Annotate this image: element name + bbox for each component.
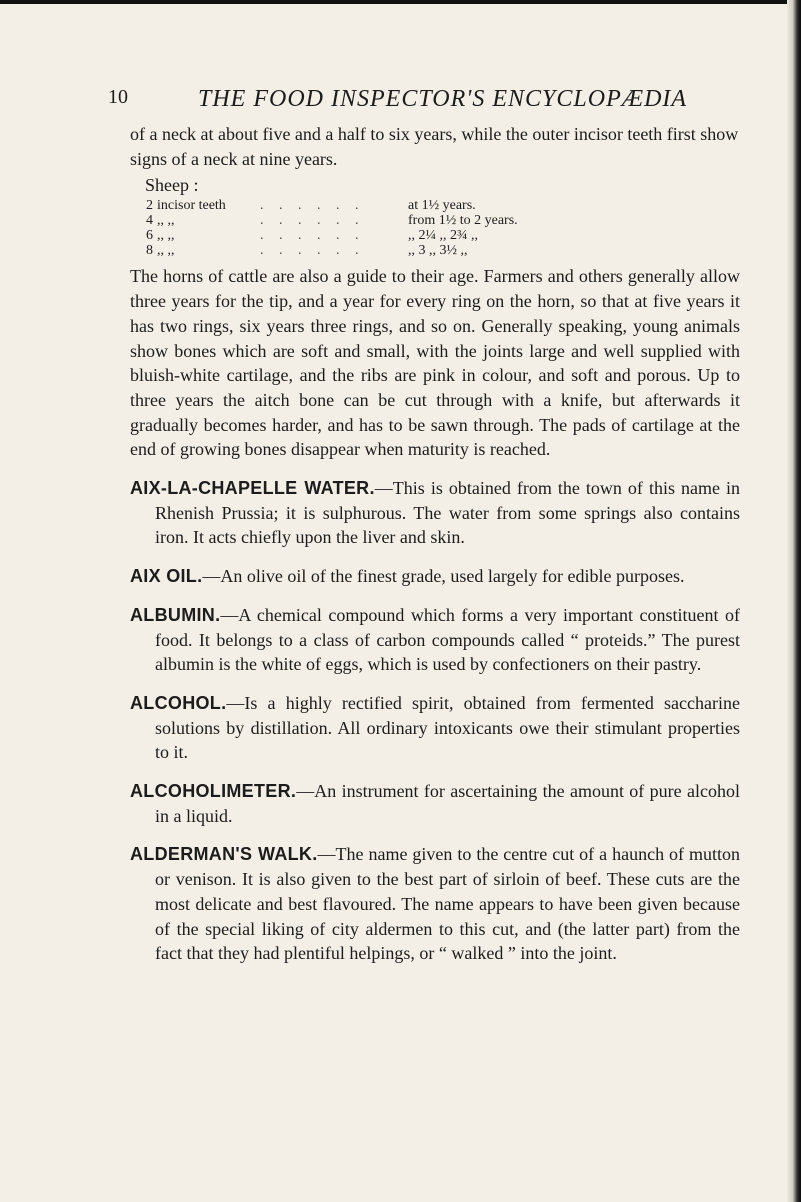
entry-body: —An olive oil of the finest grade, used largely for edible purposes.: [202, 566, 685, 587]
table-row: [130, 213, 740, 228]
table-row: [130, 243, 740, 258]
running-title: THE FOOD INSPECTOR'S ENCYCLOPÆDIA: [198, 86, 688, 112]
teeth-count: 4: [146, 213, 153, 229]
top-edge-rule: [0, 0, 801, 4]
teeth-label: incisor teeth: [157, 198, 226, 214]
leader-dots: . . . . . .: [260, 228, 365, 244]
entry-aix-la-chapelle-water: [130, 476, 740, 550]
entry-body: —This is obtained from the town of this name in Rhenish Prussia; it is sulphurous. The water from some springs also contains iron. It acts chiefly upon the liver and skin.: [155, 478, 740, 548]
page-number: 10: [108, 86, 128, 108]
entry-aix-oil: [130, 564, 740, 589]
age-value: ,, 2¼ ,, 2¾ ,,: [408, 228, 478, 244]
horns-paragraph: The horns of cattle are also a guide to their age. Farmers and others generally allow three years for the tip, and a year for every ring on the horn, so that at five years it has two rings, six years three rings, and so on. Generally speaking, young animals show bones which are soft and small, with the joints large and well supplied with bluish-white cartilage, and the ribs are pink in colour, and soft and porous. Up to three years the aitch bone can be cut through with a knife, but afterwards it gradually becomes harder, and has to be sawn through. The pads of cartilage at the end of growing bones disappear when maturity is reached.: [130, 266, 740, 460]
teeth-count: 2: [146, 198, 153, 214]
leader-dots: . . . . . .: [260, 198, 365, 214]
entry-headword: ALDERMAN'S WALK.: [130, 844, 318, 865]
entry-body: —A chemical compound which forms a very important constituent of food. It belongs to a class of carbon compounds called “ proteids.” The purest albumin is the white of eggs, which is used by confectioners on their pastry.: [155, 604, 740, 675]
entry-headword: ALCOHOLIMETER.: [130, 781, 297, 802]
teeth-count: 8: [146, 243, 153, 259]
table-row: [130, 228, 740, 243]
entry-albumin: [130, 603, 740, 677]
age-value: at 1½ years.: [408, 198, 476, 214]
teeth-label: ,, ,,: [157, 228, 175, 244]
sheep-label: Sheep :: [145, 175, 199, 196]
page-body: [130, 122, 740, 966]
teeth-count: 6: [146, 228, 153, 244]
teeth-label: ,, ,,: [157, 213, 175, 229]
entry-aldermans-walk: [130, 842, 740, 966]
entry-headword: AIX OIL.: [130, 566, 203, 587]
entry-alcoholimeter: [130, 779, 740, 828]
age-value: ,, 3 ,, 3½ ,,: [408, 243, 468, 259]
intro-paragraph: of a neck at about five and a half to six years, while the outer incisor teeth first show signs of a neck at nine years.: [130, 124, 739, 169]
entry-headword: ALCOHOL.: [130, 692, 227, 713]
age-value: from 1½ to 2 years.: [408, 213, 518, 229]
entry-headword: ALBUMIN.: [130, 604, 221, 625]
leader-dots: . . . . . .: [260, 243, 365, 259]
entry-headword: AIX-LA-CHAPELLE WATER.: [130, 478, 375, 499]
table-row: [130, 198, 740, 213]
entry-body: —Is a highly rectified spirit, obtained from fermented saccharine solutions by distillation. All ordinary intoxicants owe their stimulant properties to it.: [155, 692, 740, 763]
entry-body: —An instrument for ascertaining the amount of pure alcohol in a liquid.: [155, 781, 740, 826]
teeth-label: ,, ,,: [157, 243, 175, 259]
leader-dots: . . . . . .: [260, 213, 365, 229]
sheep-age-table: [130, 198, 740, 258]
entry-alcohol: [130, 691, 740, 765]
page-edge-shadow: [787, 0, 801, 1202]
entry-body: —The name given to the centre cut of a haunch of mutton or venison. It is also given to the best part of sirloin of beef. These cuts are the most delicate and best flavoured. The name appears to have been given because of the special liking of city aldermen to this cut, and (the latter part) from the fact that they had plentiful helpings, or “ walked ” into the joint.: [155, 844, 740, 964]
